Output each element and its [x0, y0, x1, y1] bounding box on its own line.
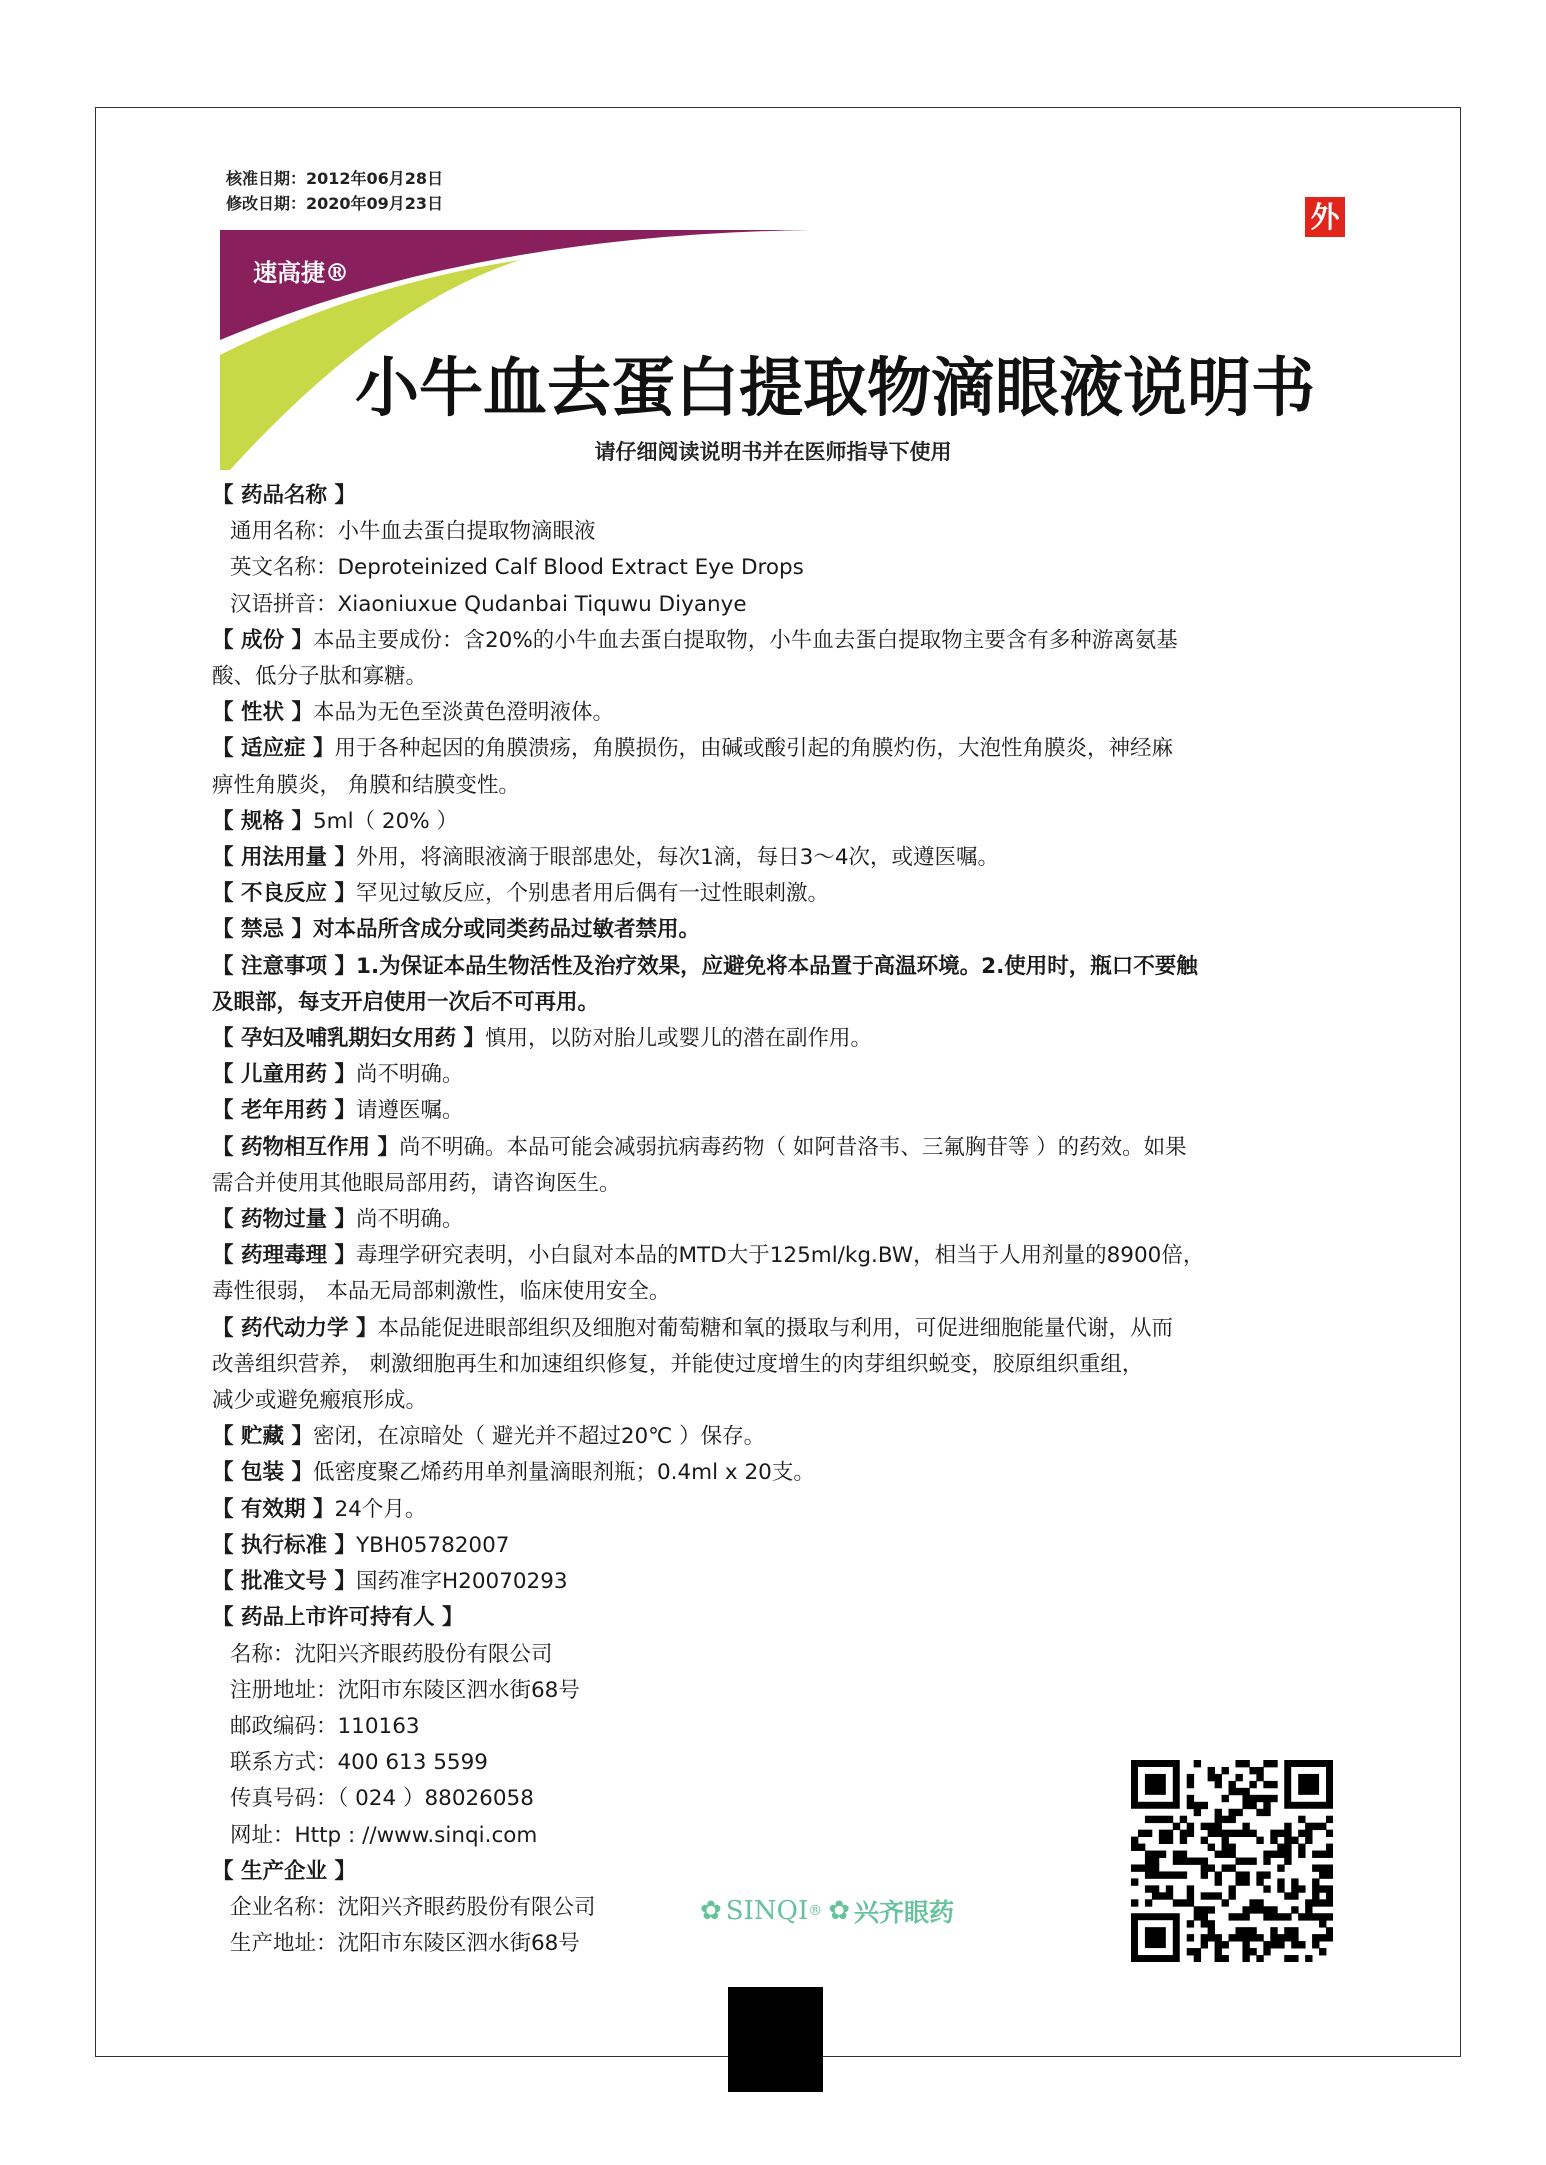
section-text: 痹性角膜炎， 角膜和结膜变性。 — [212, 772, 520, 798]
approval-date: 核准日期：2012年06月28日 — [226, 169, 444, 188]
section-text: 本品主要成份：含20%的小牛血去蛋白提取物，小牛血去蛋白提取物主要含有多种游离氨基 — [312, 627, 1178, 653]
section-text: 酸、低分子肽和寡糖。 — [212, 664, 428, 690]
section-text: 密闭，在凉暗处（ 避光并不超过20℃ ）保存。 — [312, 1424, 766, 1450]
adverse-section — [212, 876, 1347, 912]
section-text: 毒理学研究表明，小白鼠对本品的MTD大于125ml/kg.BW，相当于人用剂量的8900倍， — [355, 1243, 1205, 1269]
black-marker-block — [728, 1987, 823, 2092]
section-text: 毒性很弱， 本品无局部刺激性，临床使用安全。 — [212, 1279, 671, 1305]
section-heading: 【 用法用量 】 — [212, 845, 356, 871]
holder-phone: 联系方式：400 613 5599 — [230, 1750, 488, 1776]
indication-section — [212, 731, 1347, 767]
page-title: 小牛血去蛋白提取物滴眼液说明书 — [355, 352, 1315, 426]
section-text: YBH05782007 — [355, 1532, 510, 1558]
logo-latin: SINQI — [725, 1896, 809, 1926]
maker-address: 生产地址：沈阳市东陵区泗水街68号 — [230, 1931, 580, 1957]
spec-section — [212, 804, 1347, 840]
section-text: 5ml（ 20% ） — [312, 808, 459, 834]
caution-section — [212, 949, 1347, 985]
section-heading: 【 药理毒理 】 — [212, 1243, 356, 1269]
holder-fax: 传真号码：（ 024 ）88026058 — [230, 1786, 534, 1812]
section-heading: 【 贮藏 】 — [212, 1424, 313, 1450]
section-heading: 【 注意事项 】 — [212, 953, 356, 979]
validity-section — [212, 1492, 1347, 1528]
section-heading: 【 执行标准 】 — [212, 1532, 356, 1558]
page-subtitle: 请仔细阅读说明书并在医师指导下使用 — [594, 440, 952, 464]
section-heading: 【 批准文号 】 — [212, 1569, 356, 1595]
section-text: 国药准字H20070293 — [355, 1569, 568, 1595]
flower-icon: ✿ — [828, 1896, 851, 1926]
storage-section — [212, 1419, 1347, 1455]
generic-name: 通用名称：小牛血去蛋白提取物滴眼液 — [230, 519, 596, 545]
section-text: 本品能促进眼部组织及细胞对葡萄糖和氧的摄取与利用，可促进细胞能量代谢，从而 — [377, 1315, 1173, 1341]
english-name: 英文名称：Deproteinized Calf Blood Extract Eye Drops — [230, 555, 804, 581]
approval-section — [212, 1564, 1347, 1600]
section-text: 尚不明确。 — [355, 1062, 464, 1088]
logo-chinese: 兴齐眼药 — [854, 1898, 955, 1927]
pregnancy-section — [212, 1021, 1347, 1057]
section-text: 尚不明确。本品可能会减弱抗病毒药物（ 如阿昔洛韦、三氟胸苷等 ）的药效。如果 — [398, 1134, 1187, 1160]
holder-postcode: 邮政编码：110163 — [230, 1713, 420, 1739]
section-text: 本品为无色至淡黄色澄明液体。 — [312, 700, 614, 726]
usage-section — [212, 840, 1347, 876]
section-text: 外用，将滴眼液滴于眼部患处，每次1滴，每日3～4次，或遵医嘱。 — [355, 845, 1000, 871]
section-heading: 【 儿童用药 】 — [212, 1062, 356, 1088]
section-heading: 【 药品上市许可持有人 】 — [212, 1605, 464, 1631]
section-text: 及眼部，每支开启使用一次后不可再用。 — [212, 989, 600, 1015]
section-text: 1.为保证本品生物活性及治疗效果，应避免将本品置于高温环境。2.使用时，瓶口不要触 — [355, 953, 1198, 979]
section-heading: 【 包装 】 — [212, 1460, 313, 1486]
section-heading: 【 药物过量 】 — [212, 1207, 356, 1233]
section-heading: 【 成份 】 — [212, 627, 313, 653]
section-text: 罕见过敏反应，个别患者用后偶有一过性眼刺激。 — [355, 881, 829, 907]
external-use-badge: 外 — [1305, 197, 1345, 237]
brand-name: 速高捷® — [253, 258, 349, 287]
standard-section — [212, 1528, 1347, 1564]
section-heading: 【 药品名称 】 — [212, 483, 356, 508]
section-heading: 【 有效期 】 — [212, 1496, 335, 1522]
section-text: 低密度聚乙烯药用单剂量滴眼剂瓶；0.4ml x 20支。 — [312, 1460, 815, 1486]
section-text: 需合并使用其他眼局部用药，请咨询医生。 — [212, 1170, 621, 1196]
overdose-section — [212, 1202, 1347, 1238]
section-heading: 【 老年用药 】 — [212, 1098, 356, 1124]
section-text: 慎用，以防对胎儿或婴儿的潜在副作用。 — [484, 1026, 872, 1052]
section-text: 请遵医嘱。 — [355, 1098, 464, 1124]
section-heading: 【 药代动力学 】 — [212, 1315, 378, 1341]
composition-section — [212, 623, 1347, 659]
section-heading: 【 药物相互作用 】 — [212, 1134, 399, 1160]
qr-code[interactable] — [1131, 1760, 1333, 1962]
sinqi-logo — [700, 1893, 954, 1929]
section-heading: 【 禁忌 】 — [212, 917, 313, 943]
holder-name: 名称：沈阳兴齐眼药股份有限公司 — [230, 1641, 553, 1667]
section-text: 减少或避免瘢痕形成。 — [212, 1388, 428, 1414]
section-heading: 【 生产企业 】 — [212, 1858, 356, 1884]
revision-date: 修改日期：2020年09月23日 — [226, 194, 444, 213]
section-heading: 【 孕妇及哺乳期妇女用药 】 — [212, 1026, 485, 1052]
interaction-section — [212, 1130, 1347, 1166]
section-text: 对本品所含成分或同类药品过敏者禁用。 — [312, 917, 700, 943]
instructions-body — [212, 478, 1347, 1962]
tox-section — [212, 1238, 1347, 1274]
section-heading: 【 规格 】 — [212, 808, 313, 834]
logo-registered: ® — [808, 1903, 823, 1919]
date-block — [226, 166, 443, 216]
character-section — [212, 695, 1347, 731]
flower-icon: ✿ — [700, 1896, 722, 1926]
pinyin-name: 汉语拼音：Xiaoniuxue Qudanbai Tiquwu Diyanye — [230, 591, 747, 617]
maker-name: 企业名称：沈阳兴齐眼药股份有限公司 — [230, 1894, 596, 1920]
contra-section — [212, 912, 1347, 948]
section-text: 改善组织营养， 刺激细胞再生和加速组织修复，并能使过度增生的肉芽组织蜕变，胶原组织重组， — [212, 1351, 1144, 1377]
pk-section — [212, 1311, 1347, 1347]
section-text: 尚不明确。 — [355, 1207, 464, 1233]
child-section — [212, 1057, 1347, 1093]
section-heading: 【 性状 】 — [212, 700, 313, 726]
section-heading: 【 不良反应 】 — [212, 881, 356, 907]
elderly-section — [212, 1093, 1347, 1129]
holder-website: 网址：Http : //www.sinqi.com — [230, 1822, 538, 1848]
section-heading: 【 适应症 】 — [212, 736, 335, 762]
holder-address: 注册地址：沈阳市东陵区泗水街68号 — [230, 1677, 580, 1703]
section-text: 用于各种起因的角膜溃疡，角膜损伤，由碱或酸引起的角膜灼伤，大泡性角膜炎，神经麻 — [334, 736, 1173, 762]
package-section — [212, 1455, 1347, 1491]
section-text: 24个月。 — [334, 1496, 427, 1522]
